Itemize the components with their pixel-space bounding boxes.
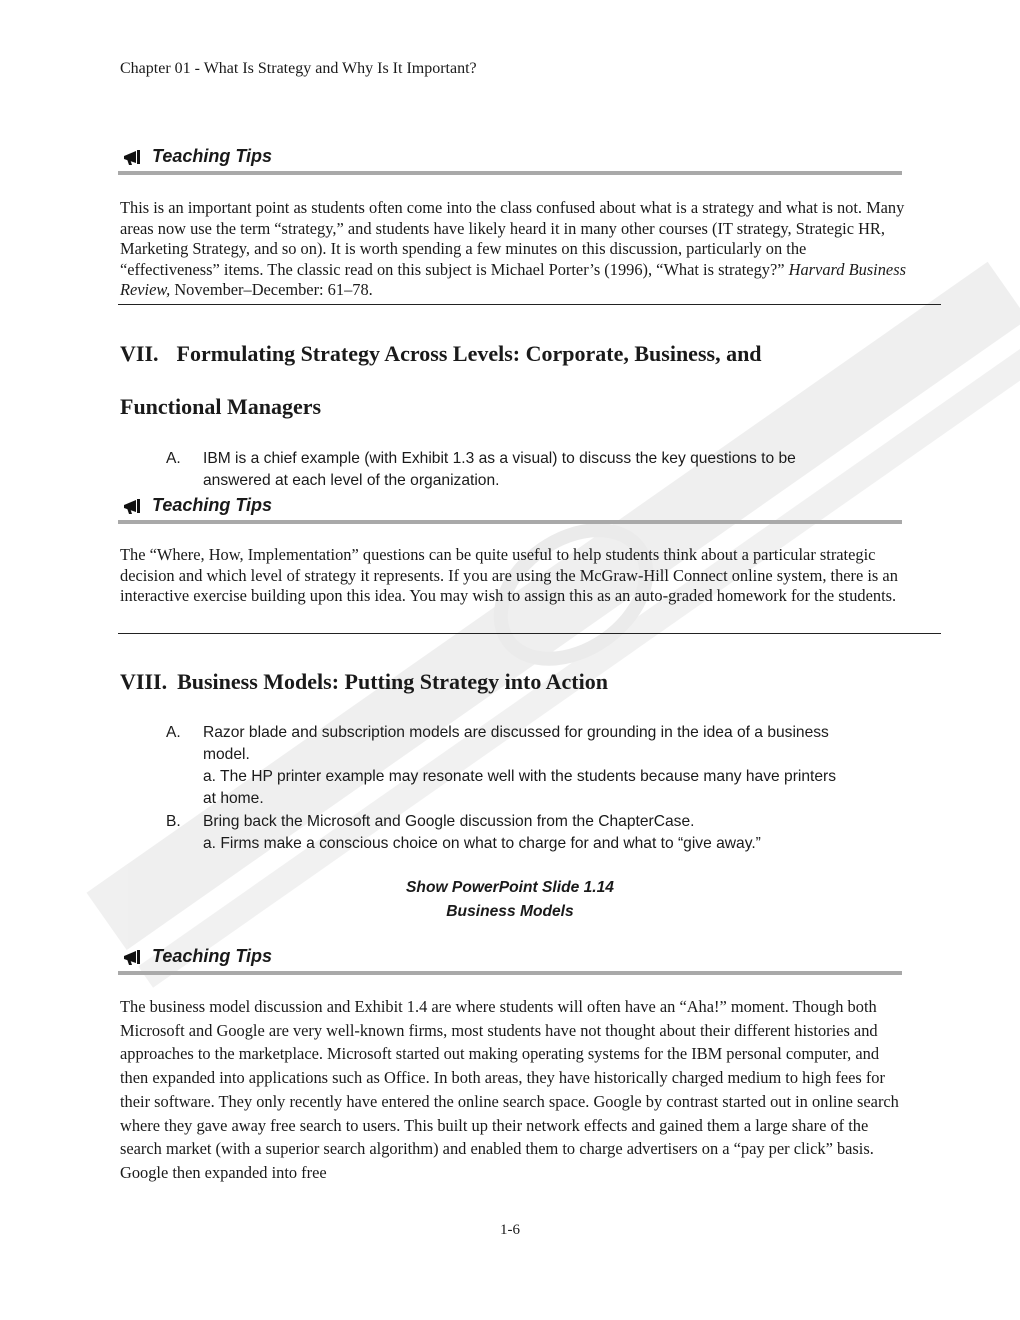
list-item bbox=[166, 811, 906, 855]
teaching-tips-heading bbox=[122, 495, 272, 516]
section-title-text: Formulating Strategy Across Levels: Corporate, Business, and bbox=[176, 341, 762, 366]
list-text: model. bbox=[203, 746, 250, 763]
page-number: 1-6 bbox=[500, 1222, 520, 1238]
list-text: IBM is a chief example (with Exhibit 1.3 as a visual) to discuss the key questions to be bbox=[203, 450, 796, 467]
list-item bbox=[166, 722, 906, 810]
section-title-text: Business Models: Putting Strategy into Action bbox=[177, 669, 608, 694]
teaching-tips-paragraph bbox=[120, 198, 910, 301]
teaching-tips-paragraph: The business model discussion and Exhibit 1.4 are where students will often have an “Aha!” moment. Though both Microsoft and Google are very well-known firms, most students have not thought about their different histories and approaches to the marketplace. Microsoft started out making operating systems for the IBM personal computer, and then expanded into applications such as Office. In both areas, they have historically charged medium to high fees for their software. They only recently have entered the online search space. Google by contrast started out in online search where they gave away free search to users. This built up their network effects and gained them a large share of the search market (with a superior search algorithm) and enabled them to charge advertisers on a “pay per click” basis. Google then expanded into free bbox=[120, 997, 899, 1182]
section-divider bbox=[118, 971, 902, 975]
megaphone-icon bbox=[122, 148, 146, 166]
section-divider bbox=[118, 520, 902, 524]
powerpoint-slide-title: Business Models bbox=[446, 903, 574, 920]
section-heading-continued: Functional Managers bbox=[120, 394, 322, 419]
list-text: answered at each level of the organization. bbox=[203, 472, 500, 489]
teaching-tips-heading bbox=[122, 946, 272, 967]
teaching-tips-label: Teaching Tips bbox=[152, 495, 273, 515]
section-number: VII. bbox=[120, 341, 159, 366]
megaphone-icon bbox=[122, 948, 146, 966]
tip-text: This is an important point as students often come into the class confused about what is a strategy and what is not. Many areas now use the term “strategy,” and students have likely heard it in many other courses (IT strategy, Strategic HR, Marketing Strategy, and so on). It is worth spending a few minutes on this discussion, particularly on the “effectiveness” items. The classic read on this subject is Michael Porter’s (1996), “What is strategy?” bbox=[120, 198, 905, 279]
section-divider bbox=[118, 633, 941, 634]
list-text: Razor blade and subscription models are discussed for grounding in the idea of a business bbox=[203, 724, 829, 741]
sub-item-text: at home. bbox=[203, 790, 264, 807]
powerpoint-slide-ref: Show PowerPoint Slide 1.14 bbox=[406, 879, 614, 896]
list-label: A. bbox=[166, 724, 181, 741]
list-label: B. bbox=[166, 813, 181, 830]
section-heading bbox=[120, 341, 762, 367]
teaching-tips-label: Teaching Tips bbox=[152, 946, 273, 966]
page-header: Chapter 01 - What Is Strategy and Why Is It Important? bbox=[120, 60, 477, 77]
list-label: A. bbox=[166, 450, 181, 467]
teaching-tips-label: Teaching Tips bbox=[152, 146, 273, 166]
list-text: Bring back the Microsoft and Google discussion from the ChapterCase. bbox=[203, 813, 695, 830]
section-divider bbox=[118, 171, 902, 175]
section-number: VIII. bbox=[120, 669, 168, 694]
tip-citation-journal: Harvard Business Review, bbox=[120, 259, 906, 299]
sub-item-text: a. Firms make a conscious choice on what to charge for and what to “give away.” bbox=[203, 835, 761, 852]
megaphone-icon bbox=[122, 497, 146, 515]
teaching-tips-heading bbox=[122, 146, 272, 167]
tip-citation-end: November–December: 61–78. bbox=[170, 280, 373, 299]
section-heading bbox=[120, 669, 608, 695]
sub-item-text: a. The HP printer example may resonate well with the students because many have printers bbox=[203, 768, 837, 785]
teaching-tips-paragraph: The “Where, How, Implementation” questions can be quite useful to help students think about a particular strategic decision and which level of strategy it represents. If you are using the McGraw-Hill Connect online system, there is an interactive exercise building upon this idea. You may wish to assign this as an auto-graded homework for the students. bbox=[120, 545, 898, 605]
list-item bbox=[166, 448, 906, 492]
section-divider bbox=[118, 304, 941, 305]
